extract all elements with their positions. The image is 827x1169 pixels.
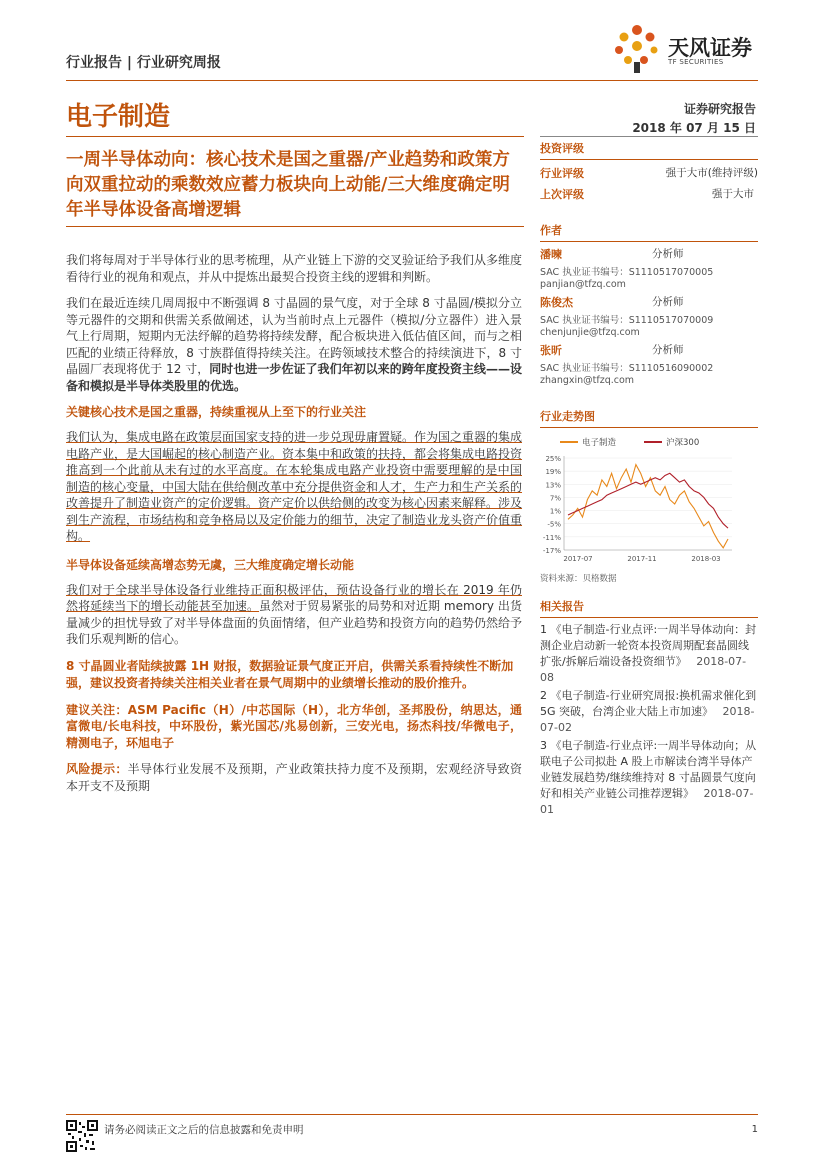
logo	[610, 22, 770, 74]
logo-subtext: TF SECURITIES	[668, 58, 724, 66]
paragraph-ic-policy-b: 在本轮集成电路产业投资中需要理解的是中国制造的核心变量，中国大陆在供给侧改革中充分提供资金和人才，生产力和生产关系的改善提升了制造业资产的定价逻辑。资产定价以供给侧的改变为核心因素来解释。涉及到生产流程，市场结构和竞争格局以及定价能力的细节，决定了制造业龙头资产价值重构。	[66, 463, 523, 543]
related-report[interactable]	[540, 688, 758, 736]
y-tick-label: 19%	[545, 468, 561, 477]
y-tick-label: 13%	[545, 481, 561, 490]
paragraph-8inch	[66, 295, 522, 394]
title-bottom-rule	[66, 226, 524, 227]
footer-rule	[66, 1114, 758, 1115]
related-report-date: 2018-07-02	[540, 705, 755, 734]
series-line	[568, 465, 728, 548]
report-title: 一周半导体动向：核心技术是国之重器/产业趋势和政策方向双重拉动的乘数效应蓄力板块向上动能/三大维度确定明年半导体设备高增逻辑	[66, 150, 510, 220]
y-tick-label: -17%	[542, 547, 561, 555]
paragraph-equipment-a: 我们对于全球半导体设备行业维持正面积极评估，预估设备行业的增长在 2019 年仍然将延续当下的增长动能甚至加速。	[66, 582, 522, 613]
trend-title: 行业走势图	[540, 410, 595, 423]
paragraph-8inch-text: 我们在最近连续几周周报中不断强调 8 寸晶圆的景气度，对于全球 8 寸晶圆/模拟分立等元器件的交期和供需关系做阐述，认为当前时点上元器件（模拟/分立器件）进入景气上行周期，短期内无法纾解的趋势将持续发酵，配合板块进入低估值区间，而与之相匹配的业绩正待释放，8 寸族群值得持续关注。在跨领域技术整合的持续演进下，8 寸晶圆厂表现将优于 12 寸，	[66, 296, 523, 376]
recommend-text: ASM Pacific（H）/中芯国际（H），北方华创，圣邦股份，纳思达，通富微电/长电科技，中环股份，紫光国芯/兆易创新，三安光电，扬杰科技/华微电子，精测电子，环旭电子	[66, 702, 522, 750]
related-report-date: 2018-07-01	[540, 787, 754, 816]
recommend-label: 建议关注：	[66, 702, 128, 717]
risk-paragraph	[66, 761, 522, 794]
author-item	[540, 342, 758, 386]
section-heading-core-tech: 关键核心技术是国之重器，持续重视从上至下的行业关注	[66, 405, 367, 419]
body-column	[66, 252, 522, 794]
intro-paragraph: 我们将每周对于半导体行业的思考梳理，从产业链上下游的交叉验证给予我们从多维度看待行业的视角和观点，并从中提炼出最契合投资主线的逻辑和判断。	[66, 253, 523, 284]
related-report-date: 2018-07-08	[540, 655, 747, 684]
rating-title: 投资评级	[540, 142, 584, 155]
related-title: 相关报告	[540, 600, 584, 613]
author-list	[540, 246, 758, 386]
title-rule-left	[66, 136, 524, 137]
paragraph-8inch-bold: 同时也进一步佐证了我们年初以来的跨年度投资主线——设备和模拟是半导体类股里的优选。	[66, 362, 522, 393]
x-tick-label: 2017-11	[627, 555, 657, 563]
logo-flower-icon	[610, 22, 664, 74]
author-item	[540, 246, 758, 290]
y-tick-label: 7%	[549, 494, 561, 503]
author-cert: SAC 执业证书编号：S1110517070005	[540, 267, 714, 278]
paragraph-equipment	[66, 582, 522, 648]
chart-source: 资料来源：贝格数据	[540, 574, 617, 584]
sidebar	[540, 136, 758, 818]
author-name: 潘暕	[540, 248, 562, 261]
trend-chart	[540, 432, 758, 570]
x-tick-label: 2017-07	[563, 555, 593, 563]
author-email[interactable]: panjian@tfzq.com	[540, 279, 626, 290]
author-role: 分析师	[652, 296, 684, 308]
paragraph-equipment-b: 虽然对于贸易紧张的局势和对近期 memory 出货量减少的担忧导致了对半导体盘面的负面情绪，但产业趋势和投资方向的趋势仍然给予我们乐观判断的信心。	[66, 599, 523, 646]
y-tick-label: -11%	[542, 533, 561, 542]
y-tick-label: 25%	[545, 455, 561, 463]
industry-title: 电子制造	[66, 102, 171, 132]
y-tick-label: -5%	[547, 520, 561, 529]
qr-code	[66, 1120, 98, 1152]
author-role: 分析师	[652, 344, 684, 356]
author-name: 陈俊杰	[540, 296, 573, 309]
related-list	[540, 622, 758, 818]
section-heading-equipment: 半导体设备延续高增态势无虞，三大维度确定增长动能	[66, 557, 355, 572]
logo-text: 天风证券	[668, 36, 752, 60]
related-report[interactable]	[540, 738, 758, 818]
paragraph-ic-policy	[66, 429, 522, 545]
legend-label: 电子制造	[582, 438, 617, 448]
page-number: 1	[751, 1124, 758, 1135]
y-tick-label: 1%	[549, 507, 561, 516]
rating-label: 行业评级	[540, 167, 584, 180]
x-tick-label: 2018-03	[691, 555, 721, 563]
series-line	[568, 473, 728, 528]
recommend-paragraph	[66, 702, 522, 752]
author-cert: SAC 执业证书编号：S1110517070009	[540, 315, 714, 326]
report-date: 2018 年 07 月 15 日	[632, 121, 756, 135]
risk-text: 半导体行业发展不及预期，产业政策扶持力度不及预期，宏观经济导致资本开支不及预期	[66, 762, 522, 793]
author-role: 分析师	[652, 248, 684, 260]
section-heading-wafer: 8 寸晶圆业者陆续披露 1H 财报，数据验证景气度正开启，供需关系看持续性不断加强，建议投资者持续关注相关业者在景气周期中的业绩增长推动的股价推升。	[66, 658, 514, 690]
legend-label: 沪深300	[666, 438, 700, 448]
prev-rating-label: 上次评级	[540, 188, 584, 201]
risk-label: 风险提示：	[66, 762, 128, 776]
report-type: 证券研究报告	[683, 102, 756, 116]
rating-value: 强于大市(维持评级)	[665, 167, 758, 179]
author-email[interactable]: chenjunjie@tfzq.com	[540, 327, 640, 338]
related-report-title: 1 《电子制造-行业点评:一周半导体动向：封测企业启动新一轮资本投资周期配套晶圆线扩张/拆解后端设备投资细节》	[540, 623, 757, 668]
paragraph-ic-policy-a: 我们认为，集成电路在政策层面国家支持的进一步兑现毋庸置疑。作为国之重器的集成电路产业，是大国崛起的核心制造产业。资本集中和政策的扶持，都会将集成电路投资推高到一个此前从未有过的水平高度。	[66, 430, 523, 477]
related-report[interactable]	[540, 622, 758, 686]
related-report-title: 3 《电子制造-行业点评:一周半导体动向；从联电子公司拟赴 A 股上市解读台湾半导体产业链发展趋势/继续维持对 8 寸晶圆景气度向好和相关产业链公司推荐逻辑》	[540, 739, 757, 800]
qr-code-icon	[66, 1120, 98, 1152]
authors-title: 作者	[540, 224, 562, 237]
report-category: 行业报告 | 行业研究周报	[66, 55, 221, 71]
prev-rating-value: 强于大市	[712, 188, 754, 200]
prev-rating-row	[540, 186, 758, 202]
header-rule	[66, 80, 758, 81]
author-item	[540, 294, 758, 338]
author-cert: SAC 执业证书编号：S1110516090002	[540, 363, 714, 374]
related-report-title: 2 《电子制造-行业研究周报:换机需求催化到 5G 突破，台湾企业大陆上市加速》	[540, 689, 757, 718]
rating-row	[540, 165, 758, 181]
footer-disclaimer: 请务必阅读正文之后的信息披露和免责申明	[104, 1124, 304, 1136]
author-email[interactable]: zhangxin@tfzq.com	[540, 375, 635, 386]
author-name: 张昕	[540, 344, 562, 357]
